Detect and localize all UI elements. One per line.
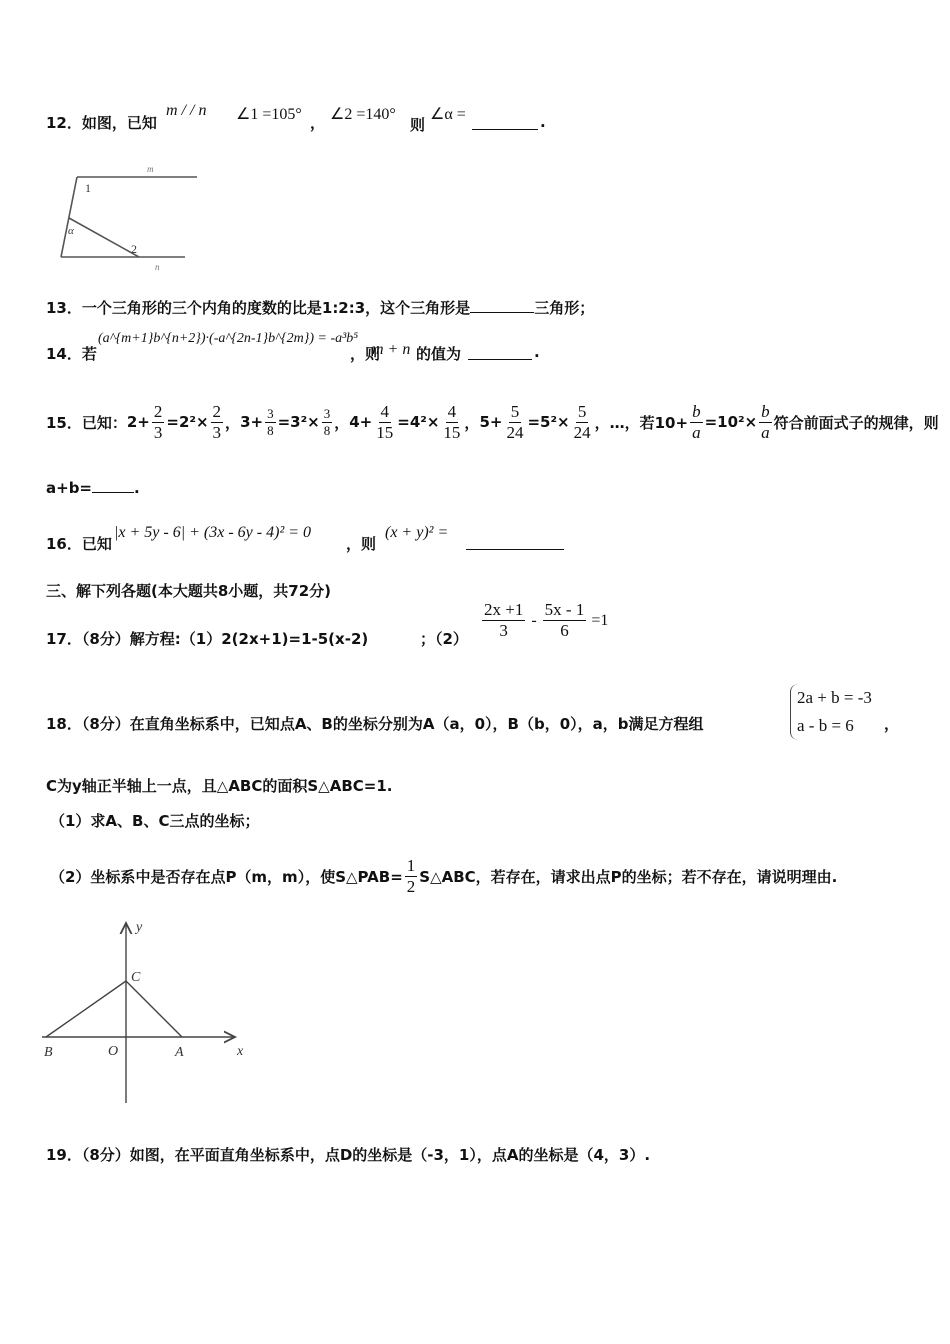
q18-line2: C为y轴正半轴上一点，且△ABC的面积S△ABC=1. (46, 777, 393, 795)
q12-answer-blank (472, 128, 538, 130)
q18-part2b: S△ABC，若存在，请求出点P的坐标；若不存在，请说明理由. (419, 867, 838, 886)
q14-mn: m + n (372, 341, 411, 358)
q15-term (127, 402, 240, 443)
q15-frac (504, 402, 525, 443)
frac-num: 1 (406, 855, 416, 875)
frac-den: 2 (406, 876, 416, 896)
q15-frac (211, 402, 224, 443)
frac-den: a (692, 422, 701, 442)
q15-term-eq: =3²× (277, 413, 320, 431)
question-12 (46, 112, 157, 133)
q15-term-sep: ， (334, 413, 350, 432)
q15-frac (265, 406, 276, 439)
q14-tail: 的值为 (416, 345, 462, 363)
transversal-left (61, 177, 77, 257)
question-17 (46, 628, 368, 649)
question-18-line2 (46, 775, 392, 796)
q13-tail: 三角形； (534, 299, 595, 317)
label-y: y (136, 920, 143, 935)
q17-frac-2 (543, 600, 587, 641)
q15-answer-blank (92, 491, 134, 493)
q12-parallel: m / / n (166, 102, 207, 119)
question-19 (46, 1144, 650, 1165)
q12-then: 则 (410, 116, 426, 134)
frac-den: 8 (323, 422, 331, 438)
transversal-diag (69, 218, 139, 257)
q13-answer-blank (470, 311, 534, 313)
frac-den: 3 (212, 422, 222, 442)
label-a: A (175, 1045, 184, 1060)
q19-text: 19．（8分）如图，在平面直角坐标系中，点D的坐标是（-3，1），点A的坐标是（4，3）. (46, 1146, 651, 1164)
label-alpha: α (68, 225, 74, 237)
q18-half (405, 856, 418, 897)
q15-term-sep: ， (464, 413, 480, 432)
q18-lead: 18．（8分）在直角坐标系中，已知点A、B的坐标分别为A（a，0），B（b，0），a，b满足方程组 (46, 715, 704, 733)
label-x: x (237, 1044, 244, 1059)
q15-frac-ba (759, 402, 772, 443)
q14-number: 14．若 (46, 345, 97, 363)
frac-num: 2 (212, 401, 222, 421)
q15-term-a: 2+ (126, 413, 150, 431)
q14-answer-blank (468, 358, 532, 360)
label-2: 2 (131, 242, 137, 256)
q12-figure (55, 160, 205, 275)
q12-angle1: ∠1 =105° (236, 106, 302, 123)
frac-den: 15 (376, 422, 394, 442)
q12-lead: 如图，已知 (81, 114, 157, 132)
label-b: B (44, 1045, 53, 1060)
q15-eq10: =10²× (704, 413, 758, 431)
q12-comma: ， (310, 114, 326, 132)
q12-alpha: ∠α = (430, 106, 466, 123)
frac-den: 6 (560, 621, 569, 640)
q15-frac (374, 402, 395, 443)
q15-end: . (134, 479, 140, 497)
q15-line2: a+b= (46, 479, 92, 497)
frac-num: 3 (323, 405, 331, 421)
q15-term (240, 406, 349, 439)
q15-frac-ba (690, 402, 703, 443)
q18-comma: ， (884, 715, 900, 733)
q15-frac (152, 402, 165, 443)
question-18-part1 (50, 810, 260, 831)
q15-term (479, 402, 639, 443)
q15-lead: 15．已知： (46, 413, 127, 432)
question-15-line2 (46, 479, 140, 497)
q17-eq: =1 (591, 611, 609, 629)
frac-num: 5 (577, 401, 587, 421)
q15-term-a: 3+ (240, 413, 264, 431)
question-15 (46, 392, 939, 452)
frac-num: 4 (447, 401, 457, 421)
q14-expression: (a^{m+1}b^{n+2})·(-a^{2n-1}b^{2m}) = -a³b⁵ (98, 331, 359, 346)
frac-num: b (761, 401, 770, 421)
frac-num: 4 (380, 401, 390, 421)
frac-den: 3 (153, 422, 163, 442)
q15-term-eq: =4²× (397, 413, 440, 431)
frac-num: 5x - 1 (544, 600, 585, 619)
question-18 (46, 713, 704, 734)
q12-angle2: ∠2 =140° (330, 106, 396, 123)
q18-equation-system (790, 684, 872, 740)
q16-expression-2: (x + y)² = (385, 524, 449, 541)
q18-figure (40, 915, 260, 1105)
label-c: C (131, 970, 141, 985)
q16-number: 16．已知 (46, 535, 112, 553)
label-n: n (155, 262, 160, 272)
q17-frac-1 (482, 600, 525, 641)
frac-den: 24 (573, 422, 591, 442)
q15-frac (322, 406, 333, 439)
q15-frac (441, 402, 462, 443)
q18-eq1: 2a + b = -3 (797, 688, 872, 707)
question-18-part2 (50, 844, 837, 908)
q15-frac (572, 402, 593, 443)
frac-den: 3 (499, 621, 508, 640)
q14-then: ，则 (350, 345, 381, 363)
frac-den: 8 (267, 422, 274, 438)
q18-part2a: （2）坐标系中是否存在点P（m，m），使S△PAB= (50, 867, 403, 886)
question-14 (46, 343, 97, 364)
segment-bc (46, 981, 126, 1037)
section-3-title (46, 580, 331, 601)
q15-term (349, 402, 479, 443)
q18-part1: （1）求A、B、C三点的坐标； (50, 812, 260, 830)
q13-text: 13．一个三角形的三个内角的度数的比是1:2:3，这个三角形是 (46, 299, 471, 317)
q12-number: 12． (46, 114, 82, 132)
section-3-text: 三、解下列各题(本大题共8小题，共72分) (46, 582, 332, 600)
q16-expression: |x + 5y - 6| + (3x - 6y - 4)² = 0 (114, 524, 312, 541)
frac-num: b (692, 401, 701, 421)
q16-answer-blank (466, 548, 564, 550)
frac-den: a (761, 422, 770, 442)
frac-num: 5 (510, 401, 520, 421)
q15-term-a: 4+ (349, 413, 373, 431)
q16-then: ，则 (346, 535, 377, 553)
segment-ca (126, 981, 182, 1037)
label-o: O (108, 1044, 119, 1059)
q15-term-eq: =5²× (527, 413, 570, 431)
label-m: m (147, 164, 154, 174)
q17-minus: - (531, 611, 537, 629)
q15-term-sep: ，…， (594, 413, 640, 432)
q15-if: 若10+ (639, 413, 689, 432)
frac-num: 3 (267, 405, 274, 421)
q17-sep: ；（2） (420, 630, 468, 648)
question-16 (46, 533, 112, 554)
frac-num: 2x +1 (484, 600, 524, 619)
q12-end: . (540, 113, 546, 131)
q17-equation-2 (480, 600, 608, 641)
question-13 (46, 297, 594, 318)
q15-tail: 符合前面式子的规律，则 (773, 413, 939, 432)
q15-term-eq: =2²× (166, 413, 209, 431)
q14-end: . (534, 343, 540, 361)
q17-lead: 17．（8分）解方程:（1）2(2x+1)=1-5(x-2) (46, 630, 369, 648)
frac-den: 24 (506, 422, 524, 442)
q18-eq2: a - b = 6 (797, 716, 854, 735)
q15-term-sep: ， (225, 413, 241, 432)
frac-den: 15 (443, 422, 461, 442)
q15-term-a: 5+ (479, 413, 503, 431)
label-1: 1 (85, 181, 91, 195)
frac-num: 2 (153, 401, 163, 421)
